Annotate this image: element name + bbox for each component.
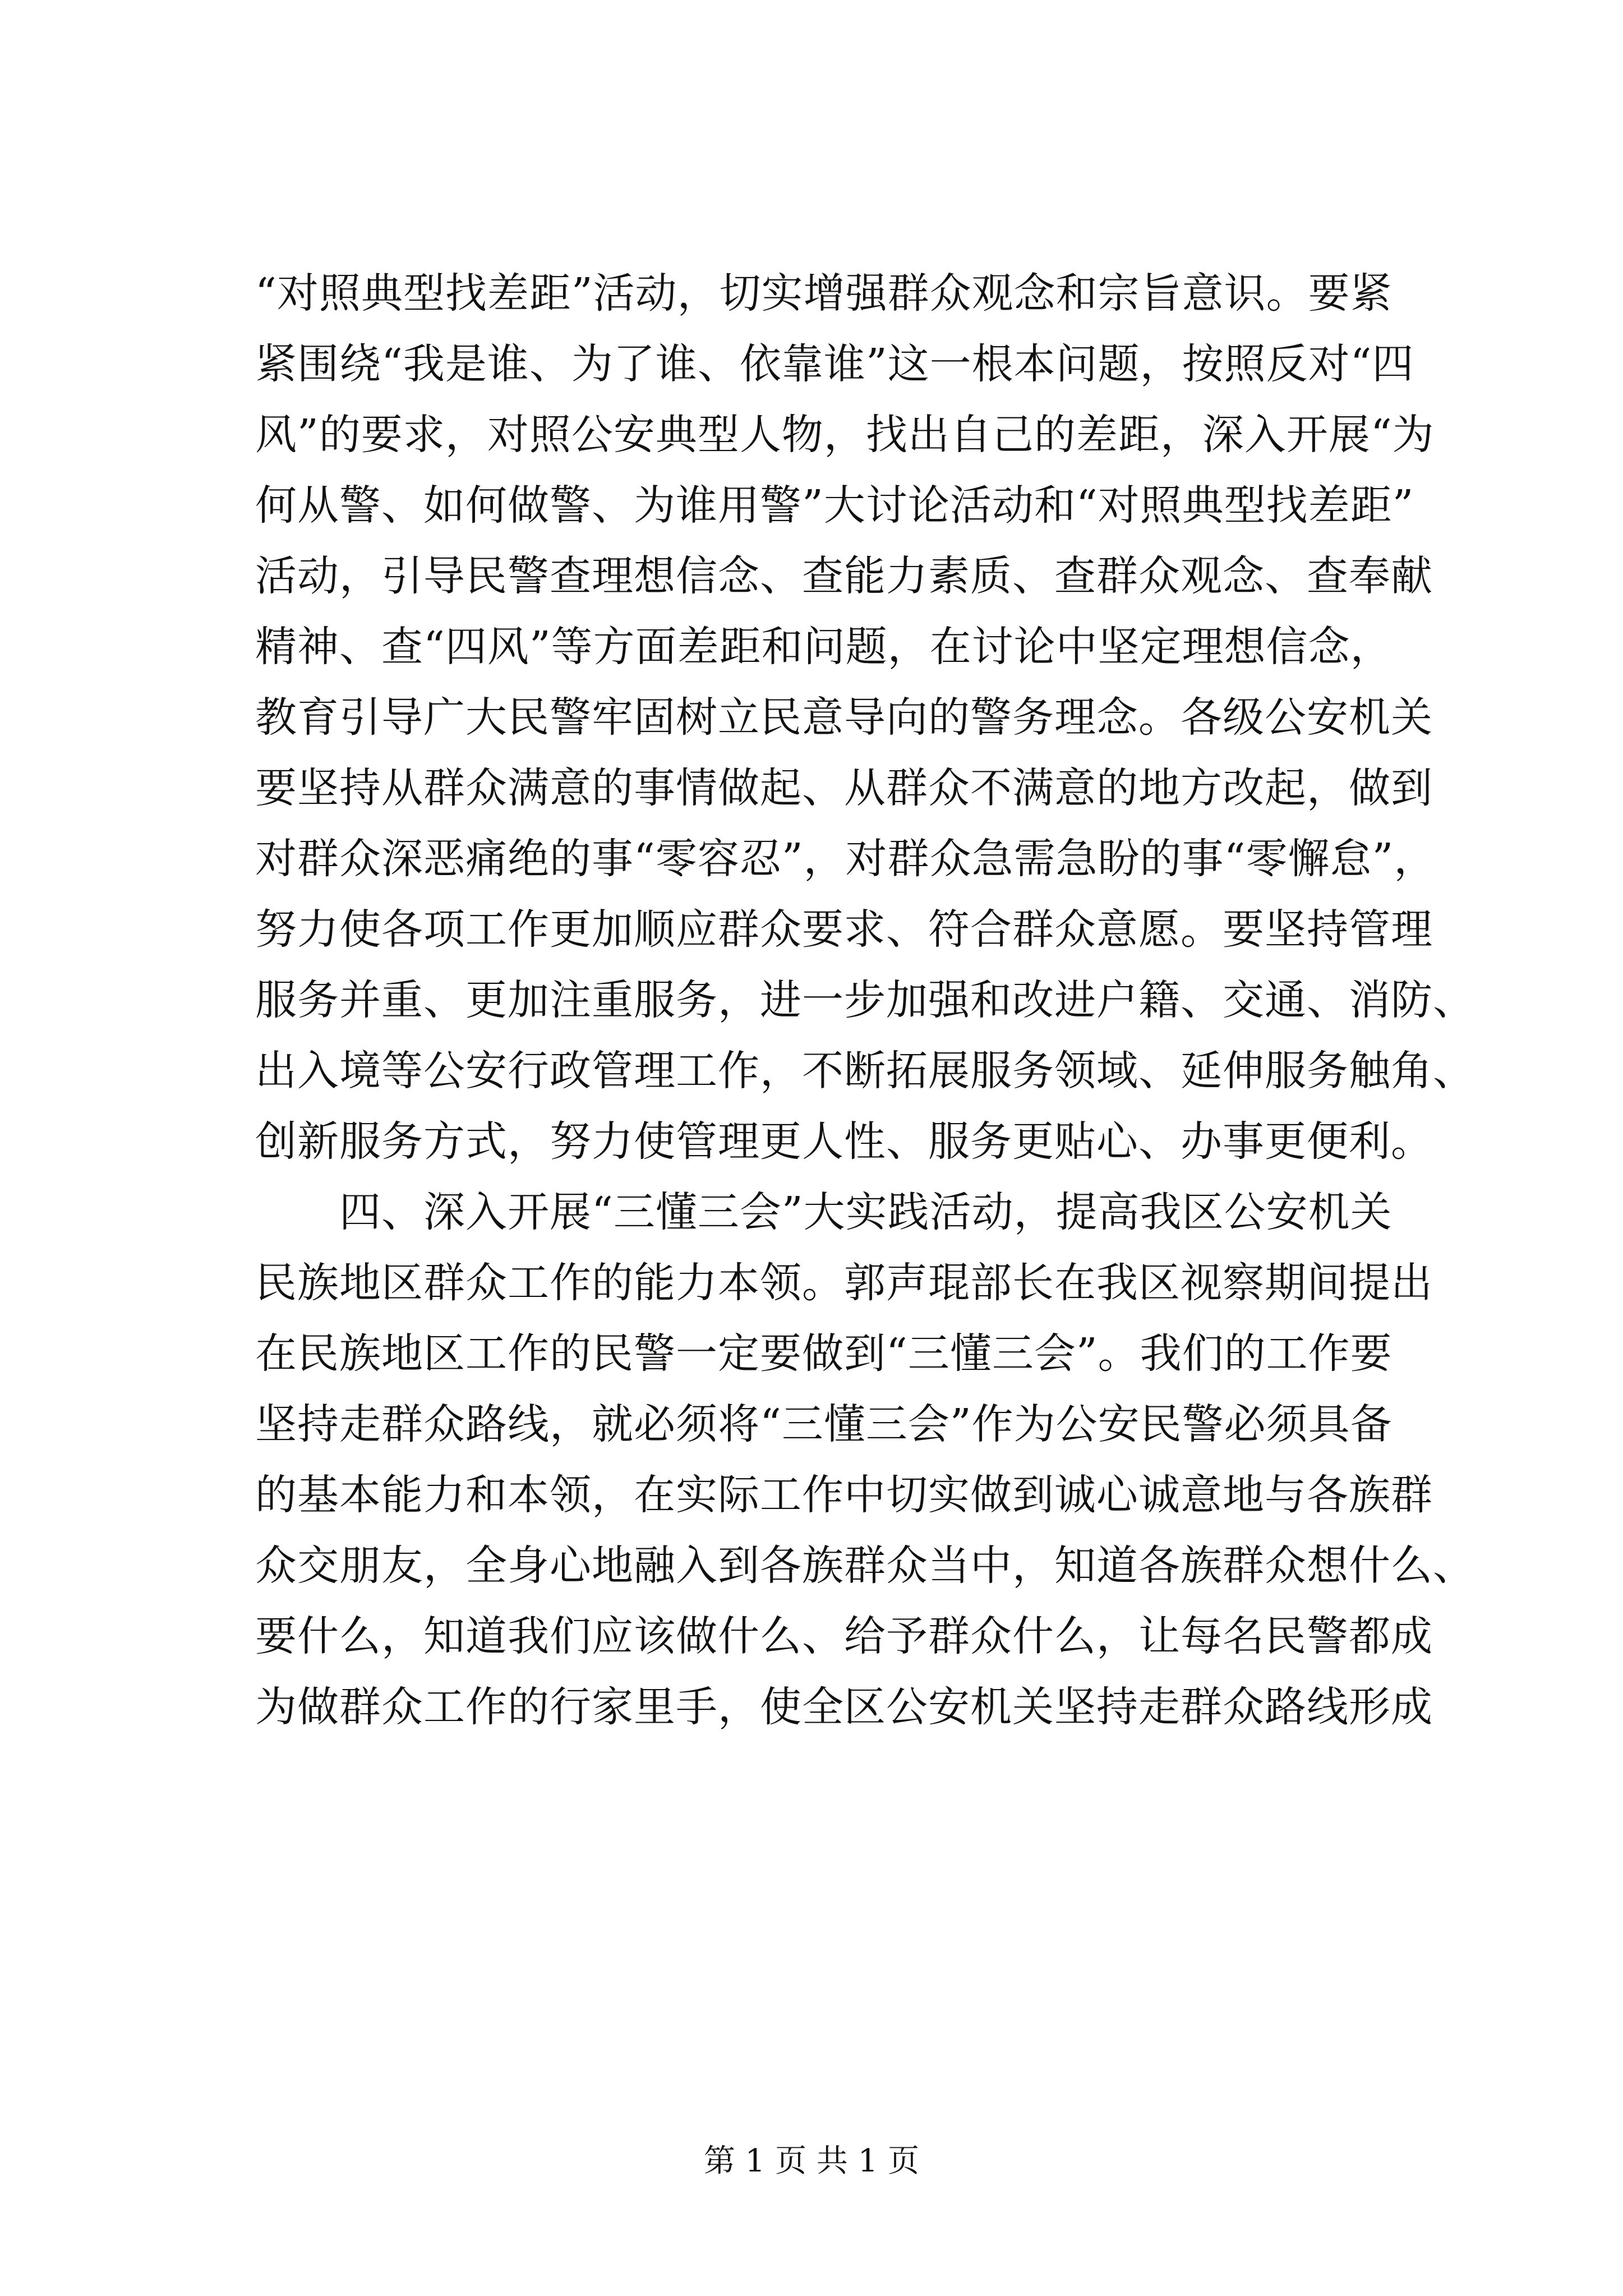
paragraph-start-line: 四、深入开展“三懂三会”大实践活动，提高我区公安机关 <box>339 1188 1393 1236</box>
text-line: 何从警、如何做警、为谁用警”大讨论活动和“对照典型找差距” <box>255 481 1414 530</box>
text-line: 要什么，知道我们应该做什么、给予群众什么，让每名民警都成 <box>255 1612 1433 1660</box>
text-line: 要坚持从群众满意的事情做起、从群众不满意的地方改起，做到 <box>255 764 1433 812</box>
document-body <box>255 258 1489 1742</box>
text-line: 民族地区群众工作的能力本领。郭声琨部长在我区视察期间提出 <box>255 1259 1433 1307</box>
text-line: 努力使各项工作更加顺应群众要求、符合群众意愿。要坚持管理 <box>255 905 1433 954</box>
text-line: 为做群众工作的行家里手，使全区公安机关坚持走群众路线形成 <box>255 1683 1433 1731</box>
text-line: “对照典型找差距”活动，切实增强群众观念和宗旨意识。要紧 <box>255 269 1393 318</box>
text-line: 坚持走群众路线，就必须将“三懂三会”作为公安民警必须具备 <box>255 1400 1393 1448</box>
text-line: 精神、查“四风”等方面差距和问题，在讨论中坚定理想信念， <box>255 623 1393 671</box>
text-line: 的基本能力和本领，在实际工作中切实做到诚心诚意地与各族群 <box>255 1471 1433 1519</box>
text-line: 众交朋友，全身心地融入到各族群众当中，知道各族群众想什么、 <box>255 1542 1475 1590</box>
text-line: 紧围绕“我是谁、为了谁、依靠谁”这一根本问题，按照反对“四 <box>255 340 1414 388</box>
text-line: 出入境等公安行政管理工作，不断拓展服务领域、延伸服务触角、 <box>255 1047 1475 1095</box>
text-line: 对群众深恶痛绝的事“零容忍”，对群众急需急盼的事“零懈怠”， <box>255 835 1436 883</box>
text-line: 服务并重、更加注重服务，进一步加强和改进户籍、交通、消防、 <box>255 976 1475 1024</box>
text-line: 活动，引导民警查理想信念、查能力素质、查群众观念、查奉献 <box>255 552 1433 600</box>
text-line: 风”的要求，对照公安典型人物，找出自己的差距，深入开展“为 <box>255 411 1435 459</box>
text-line: 创新服务方式，努力使管理更人性、服务更贴心、办事更便利。 <box>255 1117 1433 1166</box>
page-footer: 第 1 页 共 1 页 <box>703 2143 920 2179</box>
text-line: 教育引导广大民警牢固树立民意导向的警务理念。各级公安机关 <box>255 693 1433 742</box>
text-line: 在民族地区工作的民警一定要做到“三懂三会”。我们的工作要 <box>255 1329 1393 1378</box>
